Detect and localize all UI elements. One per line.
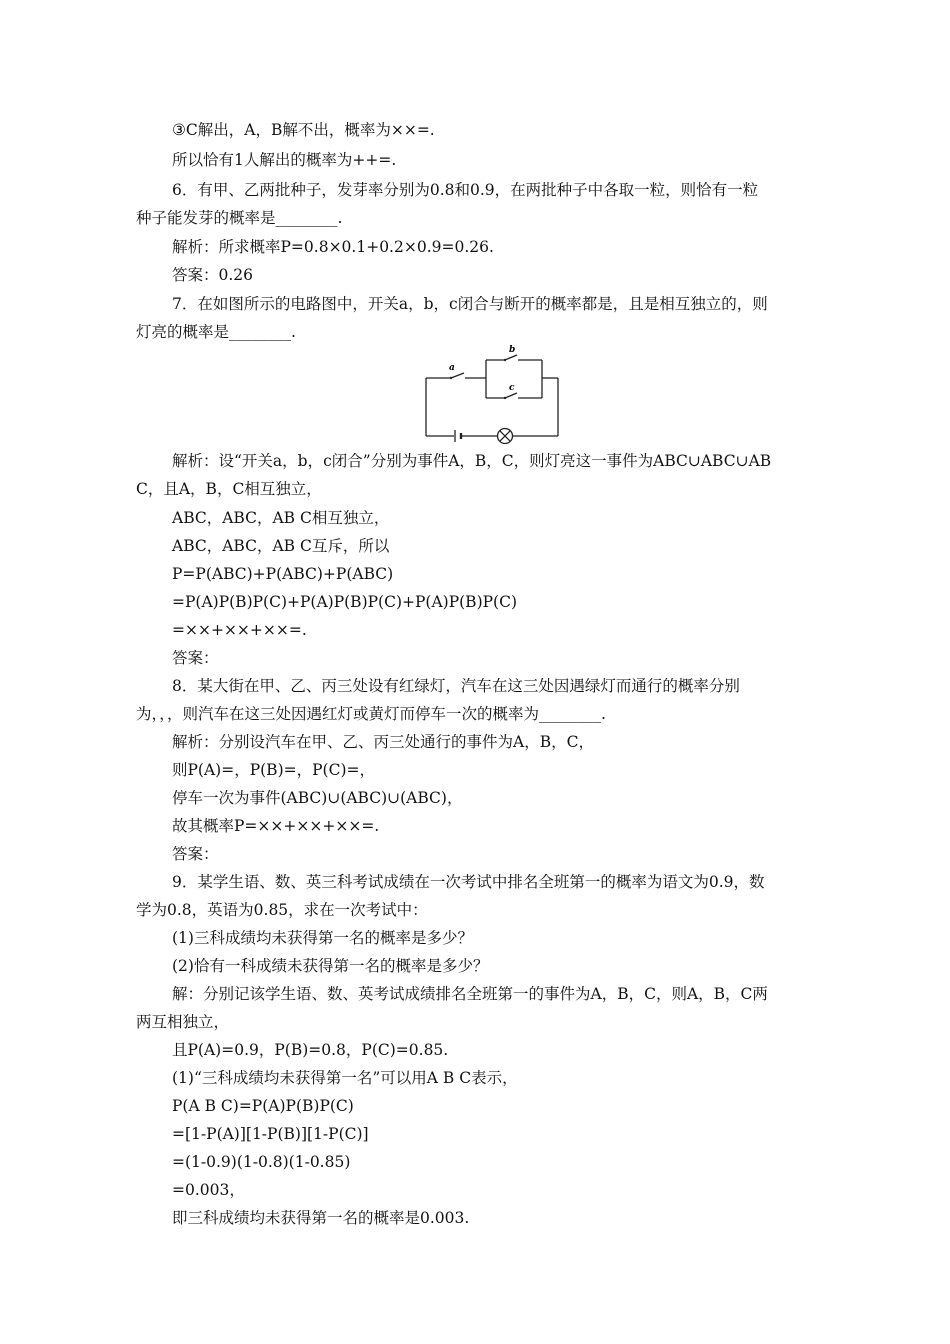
solution-line: ABC，ABC，AB C互斥，所以 xyxy=(172,537,390,555)
solution-line: 且P(A)=0.9，P(B)=0.8，P(C)=0.85. xyxy=(172,1041,449,1059)
formula-line: P=P(ABC)+P(ABC)+P(ABC) xyxy=(172,565,394,583)
solution-line: 解：分别记该学生语、数、英考试成绩排名全班第一的事件为A，B，C，则A，B，C两 xyxy=(172,985,768,1003)
answer-line: 答案：0.26 xyxy=(172,266,254,284)
problem-9-line: 学为0.8，英语为0.85，求在一次考试中： xyxy=(136,901,428,919)
answer-line: 答案： xyxy=(172,649,219,667)
solution-line: 两互相独立， xyxy=(136,1013,230,1031)
problem-7-line: 7．在如图所示的电路图中，开关a，b，c闭合与断开的概率都是，且是相互独立的，则 xyxy=(172,295,768,313)
answer-line: 答案： xyxy=(172,845,219,863)
switch-a-label: a xyxy=(449,363,455,373)
text-line: ③C解出，A，B解不出，概率为××=. xyxy=(172,121,435,139)
solution-line: 解析：设“开关a，b，c闭合”分别为事件A，B，C，则灯亮这一事件为ABC∪ABC∪AB xyxy=(172,452,772,470)
lamp-icon xyxy=(498,429,513,444)
circuit-diagram xyxy=(418,340,566,444)
solution-line: ABC，ABC，AB C相互独立， xyxy=(172,509,390,527)
question-line: (2)恰有一科成绩未获得第一名的概率是多少？ xyxy=(172,957,489,975)
formula-line: =(1-0.9)(1-0.8)(1-0.85) xyxy=(172,1153,351,1171)
solution-line: 解析：所求概率P=0.8×0.1+0.2×0.9=0.26. xyxy=(172,238,494,256)
switch-b-label: b xyxy=(509,345,516,355)
formula-line: =0.003， xyxy=(172,1181,245,1199)
problem-7-line: 灯亮的概率是________. xyxy=(136,323,296,341)
problem-9-line: 9．某学生语、数、英三科考试成绩在一次考试中排名全班第一的概率为语文为0.9，数 xyxy=(172,873,765,891)
solution-line: 停车一次为事件(ABC)∪(ABC)∪(ABC)， xyxy=(172,789,463,807)
problem-6-line: 6．有甲、乙两批种子，发芽率分别为0.8和0.9，在两批种子中各取一粒，则恰有一粒 xyxy=(172,181,759,199)
solution-line: 则P(A)=，P(B)=，P(C)=， xyxy=(172,761,375,779)
conclusion-line: 即三科成绩均未获得第一名的概率是0.003. xyxy=(172,1209,470,1227)
switch-c-label: c xyxy=(509,383,515,393)
formula-line: =××+××+××=. xyxy=(172,621,307,639)
problem-6-line: 种子能发芽的概率是________. xyxy=(136,209,343,227)
formula-line: P(A B C)=P(A)P(B)P(C) xyxy=(172,1097,354,1115)
formula-line: =[1-P(A)][1-P(B)][1-P(C)] xyxy=(172,1125,369,1143)
formula-line: =P(A)P(B)P(C)+P(A)P(B)P(C)+P(A)P(B)P(C) xyxy=(172,593,518,611)
solution-line: C，且A，B，C相互独立， xyxy=(136,480,322,498)
problem-8-line: 8．某大街在甲、乙、丙三处设有红绿灯，汽车在这三处因遇绿灯而通行的概率分别 xyxy=(172,677,740,695)
problem-8-line: 为，，，则汽车在这三处因遇红灯或黄灯而停车一次的概率为________. xyxy=(136,705,606,723)
formula-line: 故其概率P=××+××+××=. xyxy=(172,817,380,835)
question-line: (1)三科成绩均未获得第一名的概率是多少？ xyxy=(172,929,473,947)
solution-line: (1)“三科成绩均未获得第一名”可以用A B C表示， xyxy=(172,1069,518,1087)
text-line: 所以恰有1人解出的概率为++=. xyxy=(172,151,397,169)
solution-line: 解析：分别设汽车在甲、乙、丙三处通行的事件为A，B，C， xyxy=(172,733,594,751)
